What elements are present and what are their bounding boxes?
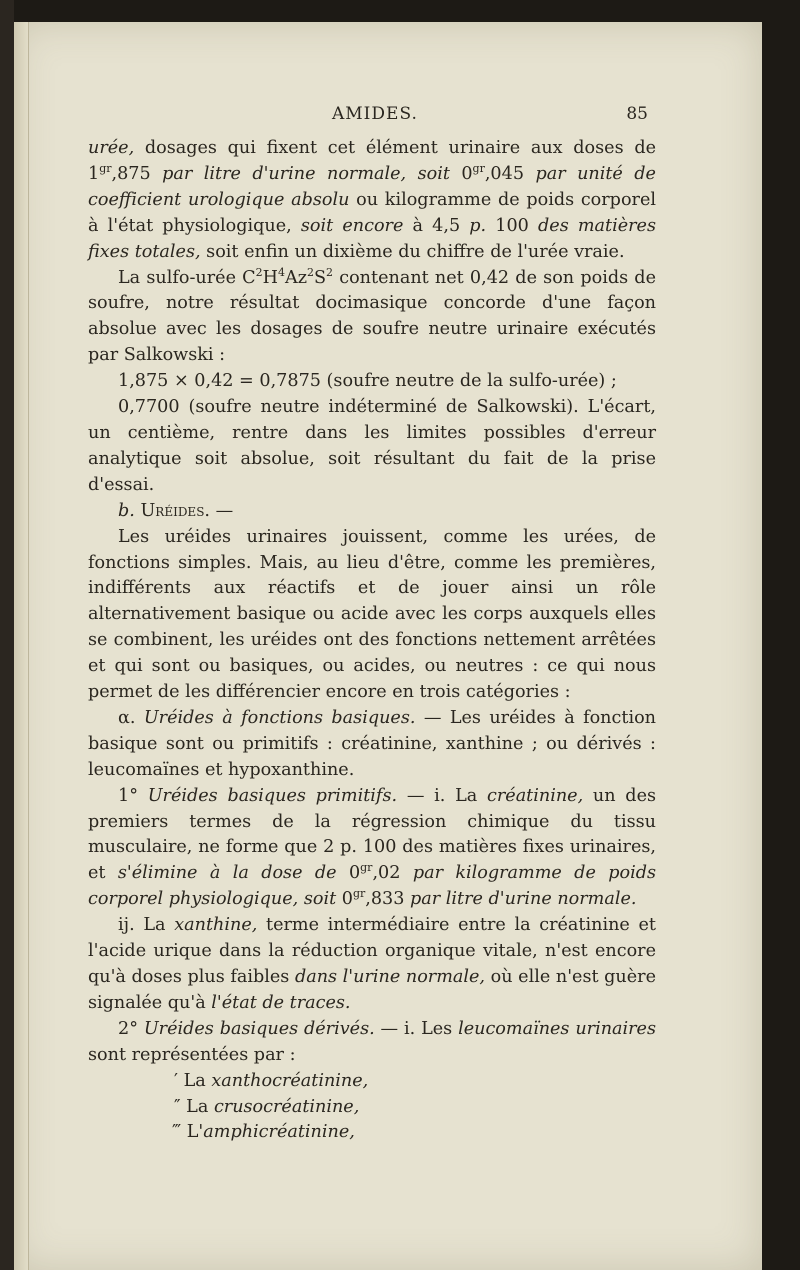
list-article: L'	[186, 1122, 204, 1143]
page-gutter	[14, 22, 29, 1270]
list-mark: ″	[174, 1096, 187, 1117]
paragraph-8	[88, 784, 656, 914]
page-number: 85	[626, 104, 648, 124]
text-run: p.	[469, 215, 487, 236]
list-term: xanthocréatinine,	[211, 1070, 369, 1091]
formula-superscript: 2	[255, 265, 263, 279]
text-run: La sulfo-urée C	[118, 267, 256, 288]
text-run: Az	[284, 267, 307, 288]
book-edge	[0, 0, 14, 1270]
text-run: ,02	[372, 863, 413, 884]
list-item	[88, 1069, 656, 1095]
section-title: Uréides. —	[134, 500, 234, 521]
text-run: Uréides basiques primitifs.	[147, 785, 398, 806]
text-run: créatinine,	[487, 785, 584, 806]
text-run: dosages qui fixent cet élément urinaire aux doses de 1	[88, 138, 656, 184]
unit-superscript: gr	[352, 887, 366, 901]
list-item	[88, 1095, 656, 1121]
body-text	[88, 136, 656, 1146]
unit-superscript: gr	[99, 162, 112, 176]
paragraph-7	[88, 706, 656, 784]
list-term: amphicréatinine,	[203, 1122, 355, 1143]
page-header	[14, 102, 762, 132]
text-run: ,875	[111, 163, 163, 184]
section-letter: b.	[118, 500, 135, 521]
text-run: ,833	[365, 889, 411, 910]
section-heading-b	[88, 499, 656, 525]
text-run: 2°	[118, 1018, 144, 1039]
book-page	[14, 22, 762, 1270]
text-run: H	[262, 267, 278, 288]
paragraph-3: 1,875 × 0,42 = 0,7875 (soufre neutre de la sulfo-urée) ;	[118, 371, 617, 392]
text-run: ,045	[484, 163, 536, 184]
text-run: par litre d'urine normale, soit	[162, 163, 450, 184]
text-run: — i. Les	[374, 1018, 459, 1039]
text-run: Uréides à fonctions basiques.	[143, 707, 416, 728]
list-term: crusocréatinine,	[213, 1096, 360, 1117]
list-item	[88, 1120, 656, 1146]
text-run: dans l'urine normale,	[294, 967, 485, 987]
paragraph-2	[88, 266, 656, 370]
text-run: urée,	[88, 138, 135, 158]
text-run: — i. La	[397, 785, 488, 806]
text-run: à 4,5	[403, 215, 470, 236]
text-run: l'état de traces.	[211, 992, 351, 1013]
paragraph-9	[88, 913, 656, 1017]
text-run: par unité de coefficient urologique absolu	[88, 163, 656, 210]
text-run: leucomaïnes urinaires	[458, 1018, 656, 1039]
list-article: La	[183, 1070, 212, 1091]
text-run: des matières fixes totales,	[88, 215, 656, 262]
text-run: — Les uréides à fonction basique sont ou primitifs : créatinine, xanthine ; ou dérivés : leucomaïnes et hypoxanthine.	[88, 707, 656, 780]
list-article: La	[186, 1096, 214, 1117]
text-run: contenant net 0,42 de son poids de soufre, notre résultat docimasique concorde d'une façon absolue avec les dosages de soufre neutre urinaire exécutés par Salkowski :	[88, 267, 656, 366]
text-run: ou kilogramme de poids corporel à l'état physiologique,	[88, 189, 656, 236]
list-mark: ′	[174, 1070, 184, 1091]
text-run: S	[313, 267, 327, 288]
formula-superscript: 4	[277, 265, 285, 279]
text-run: soit enfin un dixième du chiffre de l'urée vraie.	[200, 241, 625, 262]
text-run: α.	[118, 707, 144, 728]
text-run: 0	[336, 863, 361, 884]
paragraph-10	[88, 1017, 656, 1069]
text-run: 1°	[118, 785, 148, 806]
text-run: 0	[449, 163, 473, 184]
text-run: s'élimine à la dose de	[117, 863, 337, 884]
text-run: terme intermédiaire entre la créatinine et l'acide urique dans la réduction organique vitale, n'est encore qu'à doses plus faibles	[88, 915, 656, 987]
text-run: Uréides basiques dérivés.	[143, 1018, 375, 1039]
text-run: un des premiers termes de la régression chimique du tissu musculaire, ne forme que 2 p. 100 des matières fixes urinaires, et	[88, 785, 657, 884]
text-run: 100	[486, 215, 539, 236]
paragraph-6: Les uréides urinaires jouissent, comme les urées, de fonctions simples. Mais, au lieu d'être, comme les premières, indifférents aux réactifs et de jouer ainsi un rôle alternativement basique ou acide avec les corps auxquels elles se combinent, les uréides ont des fonctions nettement arrêtées et qui sont ou basiques, ou acides, ou neutres : ce qui nous permet de les différencier encore en trois catégories :	[88, 526, 656, 703]
text-run: 0	[336, 889, 353, 910]
text-run: par kilogramme de poids corporel physiologique, soit	[88, 863, 657, 910]
unit-superscript: gr	[472, 162, 485, 176]
paragraph-4: 0,7700 (soufre neutre indéterminé de Salkowski). L'écart, un centième, rentre dans les limites possibles d'erreur analytique soit absolue, soit résultant du fait de la prise d'essai.	[88, 397, 656, 495]
text-run: par litre d'urine normale.	[410, 889, 637, 910]
text-run: où elle n'est guère signalée qu'à	[88, 967, 656, 1013]
formula-superscript: 2	[306, 265, 314, 279]
list-mark: ‴	[172, 1122, 187, 1143]
unit-superscript: gr	[360, 861, 373, 875]
text-run: xanthine,	[174, 915, 258, 936]
text-run: ij. La	[118, 915, 175, 936]
formula-superscript: 2	[326, 265, 334, 279]
text-run: sont représentées par :	[88, 1044, 296, 1065]
paragraph-1	[88, 136, 656, 266]
running-title: AMIDES.	[332, 104, 418, 124]
text-run: soit encore	[300, 215, 404, 236]
